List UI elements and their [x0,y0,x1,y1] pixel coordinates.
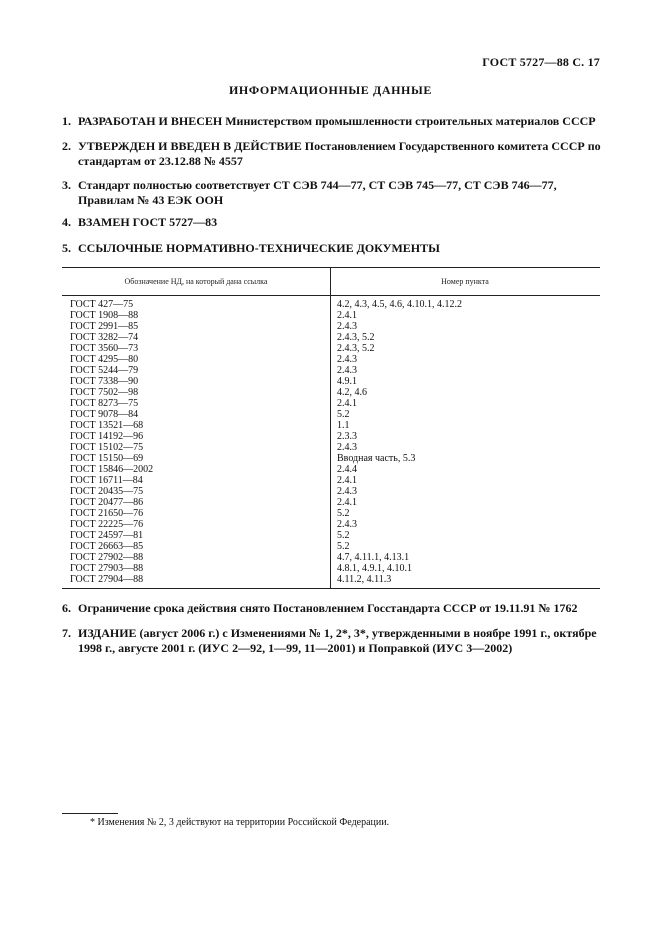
table-row [62,464,600,475]
table-row [62,541,600,552]
table-cell-clause: 4.2, 4.3, 4.5, 4.6, 4.10.1, 4.12.2 [337,299,462,310]
table-row [62,365,600,376]
item-bold: ИЗДАНИЕ [78,626,137,640]
table-cell-document: ГОСТ 14192—96 [70,431,144,442]
table-cell-document: ГОСТ 15846—2002 [70,464,154,475]
table-cell-document: ГОСТ 3560—73 [70,343,139,354]
table-row [62,563,600,574]
info-item-4 [62,215,602,230]
item-text: Постановлением Государственного комитета СССР по стандартам от 23.12.88 № 4557 [78,139,601,168]
table-row [62,431,600,442]
item-number: 1. [62,114,71,128]
table-row [62,321,600,332]
table-row [62,387,600,398]
table-cell-document: ГОСТ 5244—79 [70,365,139,376]
item-number: 5. [62,241,71,255]
item-number: 7. [62,626,71,640]
table-cell-clause: 2.3.3 [337,431,357,442]
table-cell-document: ГОСТ 13521—68 [70,420,144,431]
table-cell-document: ГОСТ 2991—85 [70,321,139,332]
page-header-code: ГОСТ 5727—88 С. 17 [482,55,600,69]
table-row [62,354,600,365]
table-cell-clause: 2.4.4 [337,464,357,475]
item-number: 2. [62,139,71,153]
table-cell-document: ГОСТ 24597—81 [70,530,144,541]
table-cell-clause: 4.2, 4.6 [337,387,367,398]
info-item-6 [62,601,602,616]
table-cell-clause: 2.4.3 [337,486,357,497]
table-cell-clause: Вводная часть, 5.3 [337,453,416,464]
table-cell-document: ГОСТ 4295—80 [70,354,139,365]
item-bold: РАЗРАБОТАН И ВНЕСЕН [78,114,223,128]
table-cell-document: ГОСТ 427—75 [70,299,134,310]
table-row [62,409,600,420]
table-row [62,310,600,321]
table-row [62,574,600,585]
item-text: (август 2006 г.) с Изменениями № 1, 2*, 3*, утвержденными в ноябре 1991 г., октябре 1998 г., августе 2001 г. (ИУС 2—92, 1—99, 11—2001) и Поправкой (ИУС 3—2002) [78,626,597,655]
table-cell-clause: 4.7, 4.11.1, 4.13.1 [337,552,410,563]
table-cell-clause: 2.4.3 [337,365,357,376]
table-cell-clause: 5.2 [337,541,350,552]
table-cell-clause: 2.4.3 [337,442,357,453]
reference-table [62,267,600,589]
table-row [62,332,600,343]
table-row [62,442,600,453]
table-cell-clause: 4.8.1, 4.9.1, 4.10.1 [337,563,412,574]
info-item-7 [62,626,602,656]
table-row [62,486,600,497]
table-cell-document: ГОСТ 27902—88 [70,552,144,563]
footnote: * Изменения № 2, 3 действуют на территории Российской Федерации. [90,817,390,828]
table-cell-clause: 2.4.1 [337,475,357,486]
table-cell-document: ГОСТ 22225—76 [70,519,144,530]
table-cell-document: ГОСТ 26663—85 [70,541,144,552]
item-bold: ВЗАМЕН ГОСТ 5727—83 [78,215,218,229]
footnote-rule [62,813,118,814]
item-number: 3. [62,178,71,192]
table-cell-clause: 5.2 [337,409,350,420]
table-row [62,420,600,431]
table-cell-document: ГОСТ 15102—75 [70,442,144,453]
table-cell-document: ГОСТ 3282—74 [70,332,139,343]
table-row [62,343,600,354]
table-cell-clause: 2.4.1 [337,398,357,409]
table-cell-clause: 2.4.3 [337,321,357,332]
info-item-5 [62,241,602,256]
table-cell-document: ГОСТ 1908—88 [70,310,139,321]
table-cell-document: ГОСТ 7338—90 [70,376,139,387]
table-row [62,299,600,310]
table-cell-document: ГОСТ 20477—86 [70,497,144,508]
item-number: 6. [62,601,71,615]
table-cell-clause: 1.1 [337,420,350,431]
table-row [62,398,600,409]
table-header-clause: Номер пункта [441,277,489,286]
table-row [62,376,600,387]
table-cell-document: ГОСТ 15150—69 [70,453,144,464]
table-row [62,530,600,541]
item-number: 4. [62,215,71,229]
item-bold: УТВЕРЖДЕН И ВВЕДЕН В ДЕЙСТВИЕ [78,139,302,153]
table-cell-document: ГОСТ 27904—88 [70,574,144,585]
table-row [62,453,600,464]
table-row [62,497,600,508]
table-row [62,519,600,530]
table-cell-document: ГОСТ 21650—76 [70,508,144,519]
table-cell-clause: 4.9.1 [337,376,357,387]
table-row [62,552,600,563]
table-cell-clause: 5.2 [337,508,350,519]
table-cell-document: ГОСТ 8273—75 [70,398,139,409]
table-cell-clause: 2.4.3, 5.2 [337,343,375,354]
table-cell-document: ГОСТ 20435—75 [70,486,144,497]
item-text: Министерством промышленности строительных материалов СССР [222,114,596,128]
table-header-document: Обозначение НД, на который дана ссылка [124,277,268,286]
table-cell-clause: 5.2 [337,530,350,541]
table-cell-document: ГОСТ 16711—84 [70,475,143,486]
info-item-1 [62,114,602,129]
table-cell-clause: 2.4.1 [337,497,357,508]
table-body [62,296,600,588]
table-header [62,268,600,296]
item-text: Ограничение срока действия снято Постановлением Госстандарта СССР от 19.11.91 № 1762 [78,601,578,615]
table-row [62,475,600,486]
table-cell-clause: 2.4.1 [337,310,357,321]
page-title: ИНФОРМАЦИОННЫЕ ДАННЫЕ [229,83,432,97]
table-cell-clause: 4.11.2, 4.11.3 [337,574,392,585]
table-cell-document: ГОСТ 27903—88 [70,563,144,574]
table-cell-document: ГОСТ 9078—84 [70,409,139,420]
info-item-2 [62,139,602,169]
table-cell-clause: 2.4.3, 5.2 [337,332,375,343]
table-cell-clause: 2.4.3 [337,354,357,365]
item-bold: ССЫЛОЧНЫЕ НОРМАТИВНО-ТЕХНИЧЕСКИЕ ДОКУМЕНТЫ [78,241,440,255]
table-cell-document: ГОСТ 7502—98 [70,387,139,398]
table-cell-clause: 2.4.3 [337,519,357,530]
info-item-3 [62,178,602,208]
item-text: Стандарт полностью соответствует СТ СЭВ 744—77, СТ СЭВ 745—77, СТ СЭВ 746—77, Правилам № 43 ЕЭК ООН [78,178,557,207]
table-row [62,508,600,519]
